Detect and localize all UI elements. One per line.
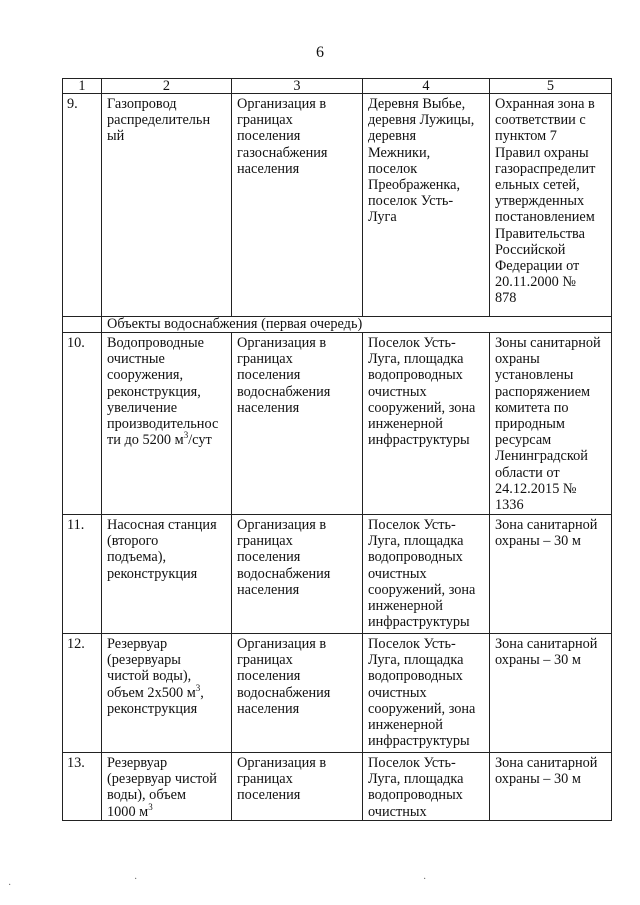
table-row [63, 94, 612, 317]
object-location: Поселок Усть- Луга, площадка водопроводных очистных сооружений, зона инженерной инфраструктуры [363, 515, 490, 634]
infrastructure-table [62, 78, 612, 821]
scan-speck: · [8, 880, 12, 891]
object-purpose: Организация в границах поселения водоснабжения населения [232, 515, 363, 634]
object-zone: Охранная зона в соответствии с пунктом 7 Правил охраны газораспределит ельных сетей, утвержденных постановлением Правительства Российской Федерации от 20.11.2000 № 878 [490, 94, 612, 317]
object-purpose: Организация в границах поселения водоснабжения населения [232, 333, 363, 515]
object-location: Деревня Выбье, деревня Лужицы, деревня Межники, поселок Преображенка, поселок Усть- Луга [363, 94, 490, 317]
object-purpose: Организация в границах поселения [232, 753, 363, 821]
page-number: 6 [316, 44, 324, 61]
table-row [63, 634, 612, 753]
row-number: 10. [63, 333, 102, 515]
row-number: 12. [63, 634, 102, 753]
object-name: Насосная станция (второго подъема), реконструкция [102, 515, 232, 634]
header-cell-3: 3 [232, 79, 363, 94]
object-zone: Зона санитарной охраны – 30 м [490, 515, 612, 634]
object-location: Поселок Усть- Луга, площадка водопроводных очистных сооружений, зона инженерной инфраструктуры [363, 634, 490, 753]
section-title: Объекты водоснабжения (первая очередь) [102, 317, 612, 333]
object-zone: Зона санитарной охраны – 30 м [490, 634, 612, 753]
object-purpose: Организация в границах поселения водоснабжения населения [232, 634, 363, 753]
header-row [63, 79, 612, 94]
object-name: Резервуар (резервуар чистой воды), объем 1000 $м^3$ [102, 753, 232, 821]
row-number: 11. [63, 515, 102, 634]
table-row [63, 753, 612, 821]
object-zone: Зоны санитарной охраны установлены распоряжением комитета по природным ресурсам Ленинградской области от 24.12.2015 № 1336 [490, 333, 612, 515]
row-number: 9. [63, 94, 102, 317]
header-cell-2: 2 [102, 79, 232, 94]
object-name: Водопроводные очистные сооружения, реконструкция, увеличение производительнос ти до 5200 $м^3$/сут [102, 333, 232, 515]
object-purpose: Организация в границах поселения газоснабжения населения [232, 94, 363, 317]
object-location: Поселок Усть- Луга, площадка водопроводных очистных сооружений, зона инженерной инфраструктуры [363, 333, 490, 515]
object-name: Резервуар (резервуары чистой воды), объем 2х500 $м^3$, реконструкция [102, 634, 232, 753]
object-zone: Зона санитарной охраны – 30 м [490, 753, 612, 821]
table-row [63, 333, 612, 515]
scan-speck: · [134, 874, 138, 885]
header-cell-4: 4 [363, 79, 490, 94]
scan-speck: · [423, 874, 427, 885]
object-location: Поселок Усть- Луга, площадка водопроводных очистных [363, 753, 490, 821]
object-name: Газопровод распределительн ый [102, 94, 232, 317]
table-row [63, 515, 612, 634]
header-cell-5: 5 [490, 79, 612, 94]
section-row [63, 317, 612, 333]
row-number: 13. [63, 753, 102, 821]
header-cell-1: 1 [63, 79, 102, 94]
